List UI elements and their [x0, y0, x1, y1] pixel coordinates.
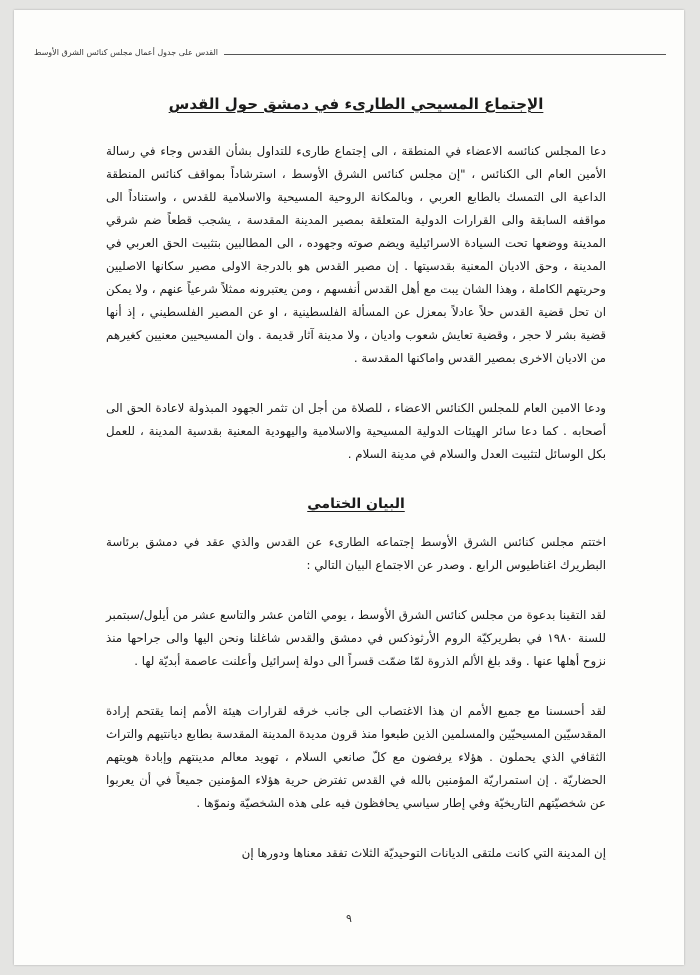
document-page [14, 10, 684, 965]
running-header [34, 46, 666, 60]
statement-paragraph-2: لقد التقينا بدعوة من مجلس كنائس الشرق الأوسط ، يومي الثامن عشر والتاسع عشر من أيلول/سبتمبر للسنة ١٩٨٠ في بطريركيّة الروم الأرثوذكس في دمشق والقدس شاغلنا ونحن اليها والى جراحها منذ نزوح أهلها عنها . وقد بلغ الألم الذروة لمّا ضمّت قسراً الى دولة إسرائيل وأعلنت عاصمة أبديّة لها . [106, 608, 606, 668]
article-paragraph-1: دعا المجلس كنائسه الاعضاء في المنطقة ، الى إجتماع طارىء للتداول بشأن القدس وجاء في رسالة الأمين العام الى الكنائس ، "إن مجلس كنائس الشرق الأوسط ، استرشاداً بمواقف كنائس المنطقة الداعية الى التمسك بالطابع العربي ، وبالمكانة الروحية المسيحية والاسلامية للقدس ، واستناداً الى مواقفه السابقة والى القرارات الدولية المتعلقة بمصير المدينة المقدسة ، يشجب قطعاً ضم شرقي المدينة ووضعها تحت السيادة الاسرائيلية ويضم صوته وجهوده ، الى المطالبين بتثبيت الحق العربي في المدينة ، وحق الاديان المعنية بقدسيتها . إن مصير القدس هو بالدرجة الاولى مصير سكانها الاصليين وحريتهم الكاملة ، وهذا الشان يبت مع أهل القدس أنفسهم ، ومن يعتبرونه ممثلاً شرعياً عنهم ، ولا يمكن ان تحل قضية القدس حلاً عادلاً بمعزل عن المسألة الفلسطينية ، او عن المصير الفلسطيني ، إذ أنها قضية بشر لا حجر ، وقضية تعايش شعوب واديان ، ولا مدينة آثار قديمة . وان المسيحيين معنيين كغيرهم من الاديان الاخرى بمصير القدس واماكنها المقدسة . [106, 144, 606, 365]
statement-paragraph-3: لقد أحسسنا مع جميع الأمم ان هذا الاغتصاب الى جانب خرقه لقرارات هيئة الأمم إنما يقتحم إرادة المقدسيّين المسيحيّين والمسلمين الذين طبعوا منذ قرون مديدة المدينة المقدسة بطابع ديانتيهم والتراث الثقافي الذي يحملون . هؤلاء يرفضون مع كلّ صانعي السلام ، تهويد معالم مدينتهم وإبادة هويتهم الحضاريّة . إن استمراريّة المؤمنين بالله في القدس تفترض حرية هؤلاء المؤمنين جميعاً في أن يعربوا عن شخصيّتهم التاريخيّة وفي إطار سياسي يحافظون فيه على هذه الشخصيّة ونموّها . [106, 704, 606, 810]
statement-title: البيان الختامي [307, 496, 405, 512]
article-paragraph-2: ودعا الامين العام للمجلس الكنائس الاعضاء ، للصلاة من أجل ان تثمر الجهود المبذولة لاعادة الحق الى أصحابه . كما دعا سائر الهيئات الدولية المسيحية والاسلامية واليهودية المعنية بقدسية المدينة ، للعمل بكل الوسائل لتثبيت العدل والسلام في مدينة السلام . [106, 401, 606, 461]
page-number: ٩ [346, 912, 352, 925]
document-body [106, 92, 606, 892]
running-header-title: القدس على جدول أعمال مجلس كنائس الشرق الأوسط [34, 46, 224, 60]
article-title: الإجتماع المسيحي الطارىء في دمشق حول القدس [168, 95, 544, 113]
statement-paragraph-4: إن المدينة التي كانت ملتقى الديانات التوحيديّة الثلاث تفقد معناها ودورها إن [241, 846, 606, 860]
statement-paragraph-1: اختتم مجلس كنائس الشرق الأوسط إجتماعه الطارىء عن القدس والذي عقد في دمشق برئاسة البطريرك اغناطيوس الرابع . وصدر عن الاجتماع البيان التالي : [106, 535, 606, 572]
